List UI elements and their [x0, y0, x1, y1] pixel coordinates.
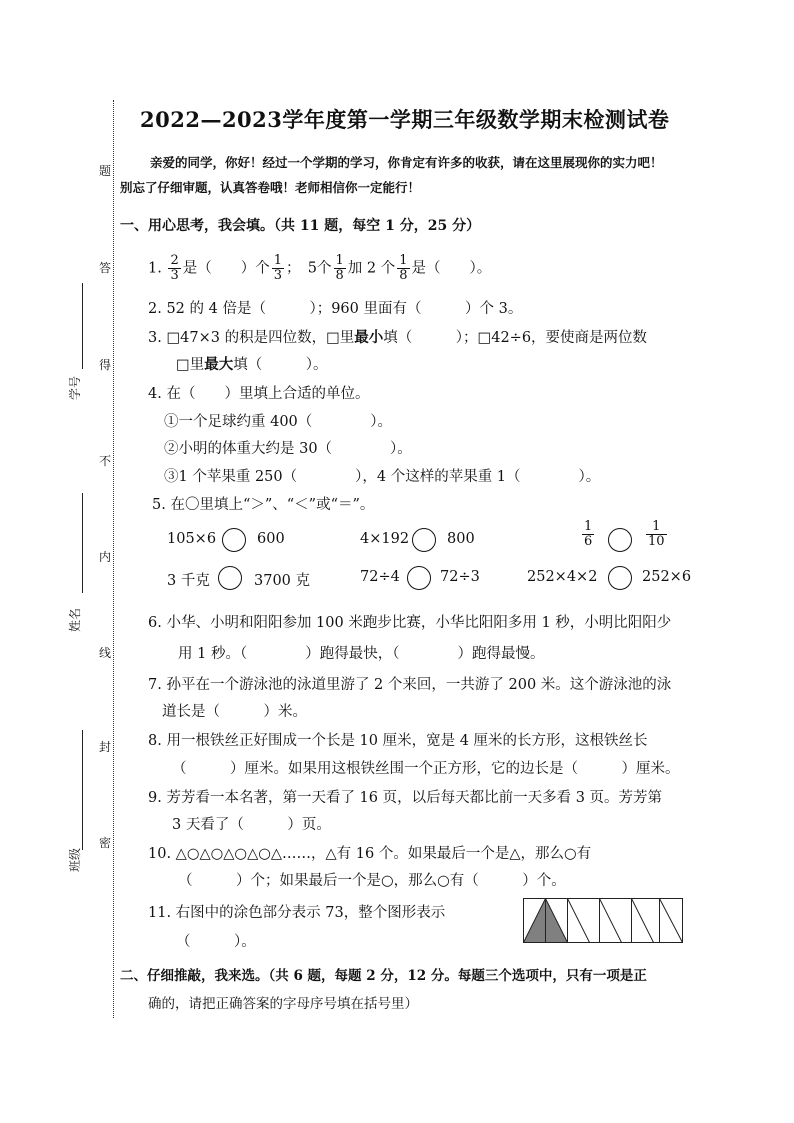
q5-r2c3-left: 252×4×2	[527, 569, 598, 585]
q5-r1c2-left: 4×192	[360, 531, 410, 547]
q5-r2c2-right: 72÷3	[440, 569, 480, 585]
compare-circle[interactable]	[222, 528, 246, 552]
q5-r1c3-right	[644, 520, 669, 549]
q5-r1c1-left: 105×6	[167, 531, 217, 547]
fraction-1-8-a: $\frac{1}{8}$	[335, 253, 344, 283]
question-8-line-1: 8. 用一根铁丝正好围成一个长是 10 厘米，宽是 4 厘米的长方形，这根铁丝长	[148, 733, 648, 749]
fraction-1-10: $\frac{1}{10}$	[648, 519, 665, 549]
fraction-1-3: $\frac{1}{3}$	[273, 253, 283, 283]
q5-r1c2-right: 800	[447, 531, 475, 547]
class-label: 班级	[68, 847, 82, 872]
question-3-line-1[interactable]: 3. □47×3 的积是四位数，□里最小填（ ）；□42÷6，要使商是两位数	[148, 329, 648, 346]
question-11-line-1: 11. 右图中的涂色部分表示 73，整个图形表示	[148, 905, 446, 921]
q1-text-4[interactable]: 是（ ）。	[411, 260, 492, 277]
intro-line-2: 别忘了仔细审题，认真答卷哦！老师相信你一定能行！	[120, 180, 421, 195]
fraction-1-6: $\frac{1}{6}$	[584, 519, 593, 549]
q5-r2c1-left: 3 千克	[167, 573, 210, 589]
class-blank[interactable]	[82, 730, 83, 850]
question-4-stem: 4. 在（ ）里填上合适的单位。	[148, 386, 370, 402]
fraction-2-3: $\frac{2}{3}$	[170, 253, 179, 283]
question-9-line-1: 9. 芳芳看一本名著，第一天看了 16 页，以后每天都比前一天多看 3 页。芳芳第	[148, 790, 663, 806]
seal-char-mi: 密	[99, 836, 112, 850]
triangle-fraction-figure	[523, 898, 683, 944]
q5-r2c3-right: 252×6	[642, 569, 692, 585]
question-10-line-1: 10. △○△○△○△○△……，△有 16 个。如果最后一个是△，那么○有	[148, 846, 592, 862]
q1-number: 1.	[148, 260, 162, 277]
name-blank[interactable]	[82, 493, 83, 593]
question-10-line-2[interactable]: （ ）个；如果最后一个是○，那么○有（ ）个。	[178, 873, 566, 889]
student-id-blank[interactable]	[82, 283, 83, 369]
question-3-line-2[interactable]: □里最大填（ ）。	[176, 356, 328, 373]
compare-circle[interactable]	[407, 566, 431, 590]
question-6-line-1: 6. 小华、小明和阳阳参加 100 米跑步比赛，小华比阳阳多用 1 秒，小明比阳阳少	[148, 615, 672, 631]
q5-r2c1-right: 3700 克	[254, 573, 311, 589]
question-2[interactable]: 2. 52 的 4 倍是（ ）；960 里面有（ ）个 3。	[148, 301, 523, 317]
question-7-line-1: 7. 孙平在一个游泳池的泳道里游了 2 个来回，一共游了 200 米。这个游泳池的泳	[148, 677, 672, 693]
section1-heading: 一、用心思考，我会填。（共 11 题，每空 1 分，25 分）	[120, 218, 481, 234]
q5-r1c3-left	[580, 520, 596, 549]
seal-char-bu: 不	[99, 454, 112, 468]
seal-char-ti: 题	[99, 164, 112, 178]
question-4-sub-2[interactable]: ②小明的体重大约是 30（ ）。	[164, 441, 412, 457]
seal-char-de: 得	[99, 358, 112, 372]
compare-circle[interactable]	[608, 566, 632, 590]
question-5-stem: 5. 在〇里填上“＞”、“＜”或“＝”。	[152, 497, 375, 513]
fraction-1-8-b: $\frac{1}{8}$	[399, 253, 408, 283]
question-4-sub-3[interactable]: ③1 个苹果重 250（ ），4 个这样的苹果重 1（ ）。	[164, 469, 601, 485]
question-4-sub-1[interactable]: ①一个足球约重 400（ ）。	[164, 414, 393, 430]
q5-r2c2-left: 72÷4	[360, 569, 400, 585]
seal-char-da: 答	[99, 261, 112, 275]
name-label: 姓名	[68, 607, 82, 632]
question-6-line-2[interactable]: 用 1 秒。（ ）跑得最快，（ ）跑得最慢。	[178, 646, 545, 662]
compare-circle[interactable]	[412, 528, 436, 552]
seal-char-feng: 封	[99, 740, 112, 754]
question-11-line-2[interactable]: （ ）。	[176, 934, 256, 950]
page-title: 2022—2023学年度第一学期三年级数学期末检测试卷	[140, 107, 670, 132]
seal-char-nei: 内	[99, 550, 112, 564]
intro-line-1: 亲爱的同学，你好！经过一个学期的学习，你肯定有许多的收获，请在这里展现你的实力吧！	[150, 155, 663, 170]
student-id-label: 学号	[68, 375, 82, 400]
q5-r1c1-right: 600	[257, 531, 285, 547]
q1-text-1[interactable]: 是（ ）个	[182, 260, 270, 277]
question-9-line-2[interactable]: 3 天看了（ ）页。	[172, 817, 331, 833]
question-8-line-2[interactable]: （ ）厘米。如果用这根铁丝围一个正方形，它的边长是（ ）厘米。	[172, 761, 680, 777]
question-1	[148, 254, 491, 283]
section2-heading-line-1: 二、仔细推敲，我来选。（共 6 题，每题 2 分，12 分。每题三个选项中，只有一项是正	[120, 968, 647, 984]
seal-char-xian: 线	[99, 646, 112, 660]
binding-line	[113, 100, 114, 1018]
compare-circle[interactable]	[608, 528, 632, 552]
compare-circle[interactable]	[218, 566, 242, 590]
question-7-line-2[interactable]: 道长是（ ）米。	[162, 704, 307, 720]
q1-text-2: ； 5个	[286, 260, 332, 277]
section2-heading-line-2: 确的，请把正确答案的字母序号填在括号里）	[148, 996, 418, 1012]
q1-text-3: 加 2 个	[347, 260, 396, 277]
